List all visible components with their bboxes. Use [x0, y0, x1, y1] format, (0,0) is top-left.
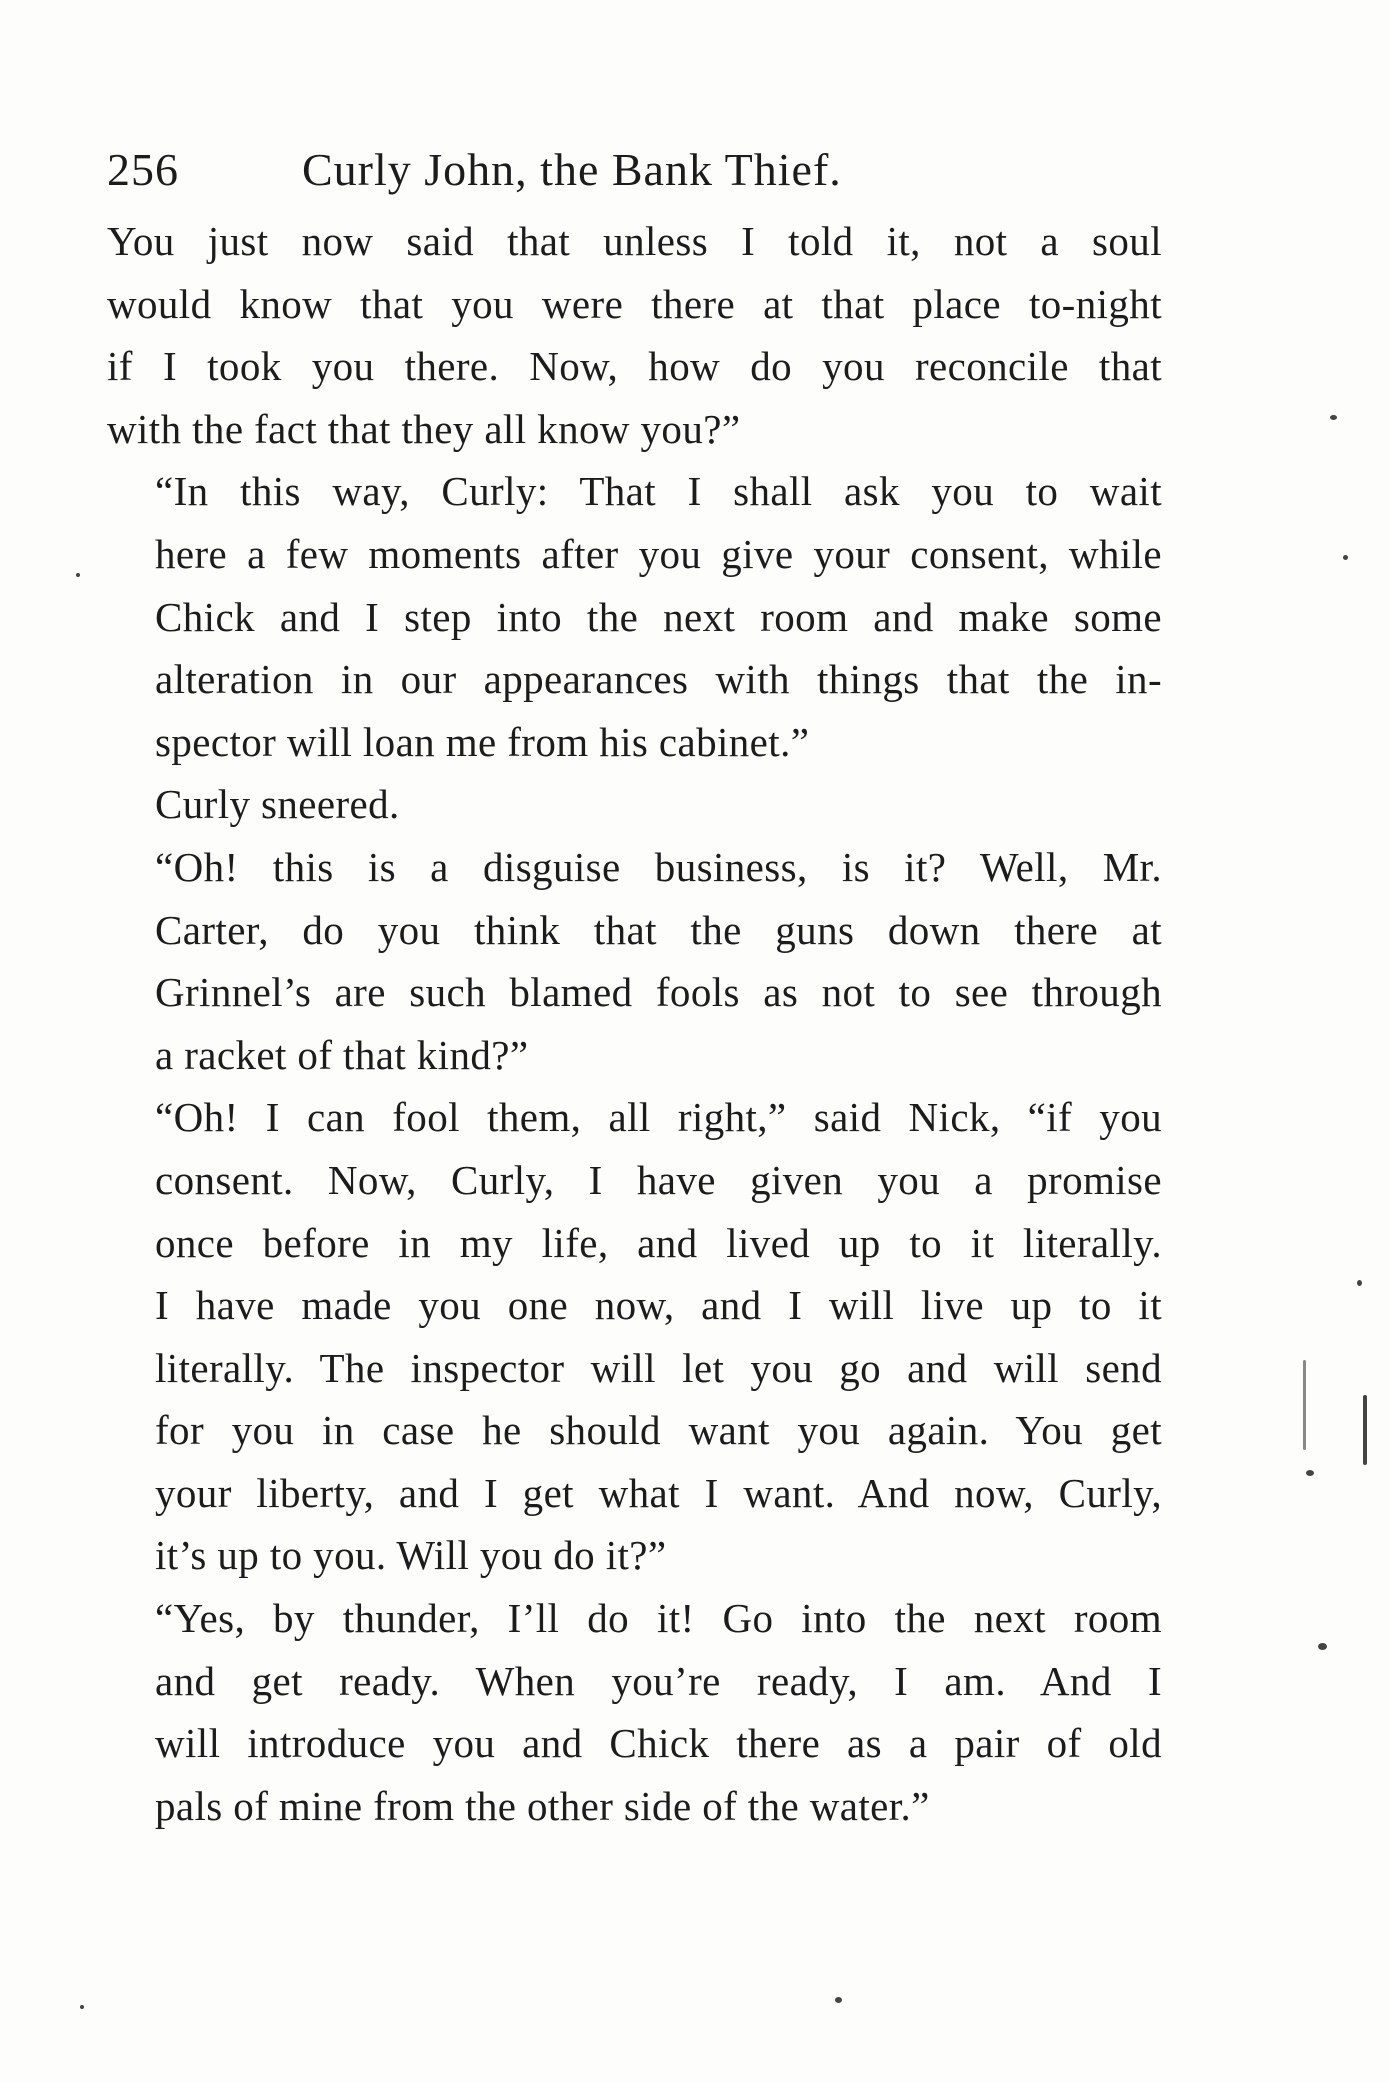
text-line: literally. The inspector will let you go and will send [155, 1344, 1162, 1391]
text-line: it’s up to you. Will you do it?” [155, 1532, 667, 1579]
text-line: if I took you there. Now, how do you reconcile that [107, 343, 1162, 390]
ink-speck [1330, 415, 1337, 420]
ink-speck [835, 1997, 842, 2003]
ink-speck [80, 2005, 84, 2009]
text-line: Chick and I step into the next room and make some [155, 593, 1162, 640]
paragraph-3 [107, 773, 1162, 836]
ink-speck [1343, 555, 1348, 560]
page-number: 256 [107, 144, 179, 195]
text-line: Curly sneered. [155, 781, 400, 828]
running-title: Curly John, the Bank Thief. [302, 144, 842, 195]
text-line: a racket of that kind?” [155, 1031, 529, 1078]
text-line: I have made you one now, and I will live up to it [155, 1282, 1162, 1329]
text-line: consent. Now, Curly, I have given you a promise [155, 1156, 1162, 1203]
paragraph-6 [107, 1587, 1162, 1837]
paragraph-5 [107, 1086, 1162, 1587]
ink-speck [1303, 1360, 1306, 1450]
text-line: would know that you were there at that place to-night [107, 280, 1162, 327]
ink-speck [1363, 1395, 1367, 1465]
paragraph-4 [107, 836, 1162, 1086]
paragraph-2 [107, 460, 1162, 773]
text-line: Grinnel’s are such blamed fools as not to see through [155, 969, 1162, 1016]
text-line: for you in case he should want you again. You get [155, 1407, 1162, 1454]
text-line: once before in my life, and lived up to it literally. [155, 1219, 1162, 1266]
text-line: “In this way, Curly: That I shall ask you to wait [155, 468, 1162, 515]
ink-speck [1306, 1470, 1314, 1476]
body-text [107, 210, 1162, 1837]
text-line: with the fact that they all know you?” [107, 405, 741, 452]
running-head [107, 130, 1162, 210]
text-line: and get ready. When you’re ready, I am. And I [155, 1657, 1162, 1704]
paragraph-1 [107, 210, 1162, 460]
text-line: “Oh! this is a disguise business, is it? Well, Mr. [155, 843, 1162, 890]
ink-speck [76, 573, 80, 577]
text-line: “Oh! I can fool them, all right,” said Nick, “if you [155, 1094, 1162, 1141]
text-line: Carter, do you think that the guns down there at [155, 906, 1162, 953]
book-page [107, 130, 1162, 1837]
text-line: “Yes, by thunder, I’ll do it! Go into the next room [155, 1595, 1162, 1642]
text-line: alteration in our appearances with things that the in- [155, 656, 1162, 703]
ink-speck [1318, 1643, 1327, 1650]
text-line: pals of mine from the other side of the water.” [155, 1782, 930, 1829]
text-line: your liberty, and I get what I want. And now, Curly, [155, 1469, 1162, 1516]
text-line: here a few moments after you give your consent, while [155, 530, 1162, 577]
ink-speck [1357, 1280, 1362, 1286]
text-line: spector will loan me from his cabinet.” [155, 718, 810, 765]
text-line: You just now said that unless I told it, not a soul [107, 218, 1162, 264]
text-line: will introduce you and Chick there as a pair of old [155, 1720, 1162, 1767]
